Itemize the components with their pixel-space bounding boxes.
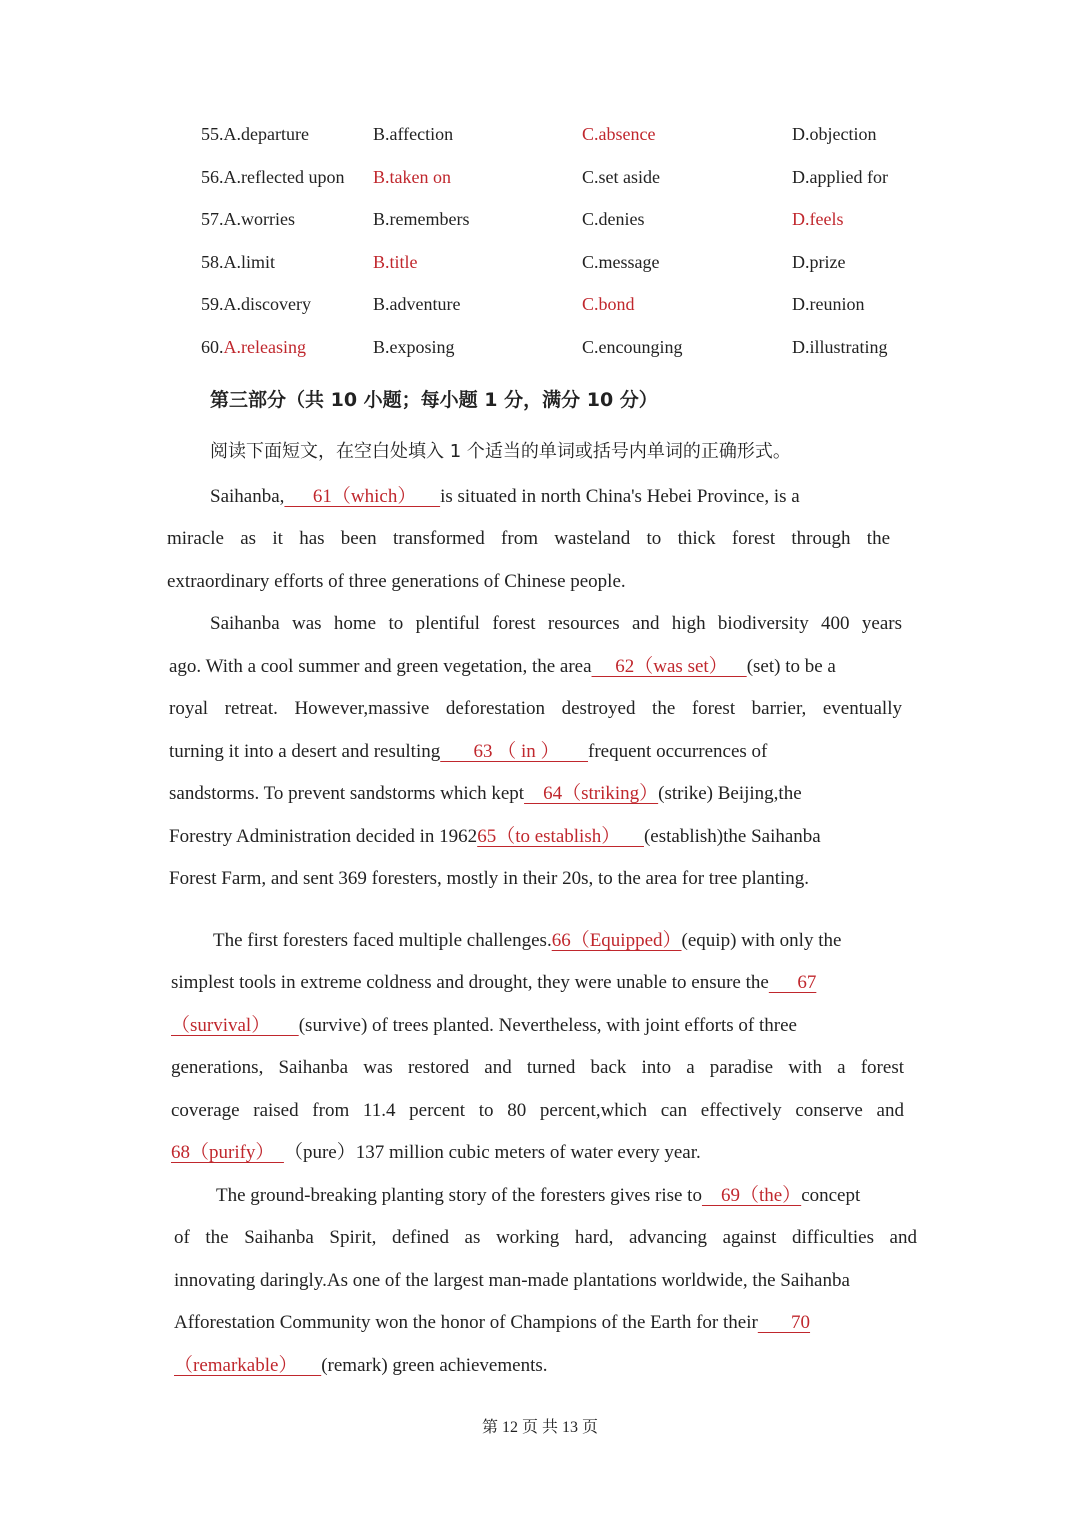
option-60-prefix: 60.: [201, 337, 224, 357]
option-59-b: B.adventure: [373, 294, 461, 314]
passage-text: turning it into a desert and resulting: [169, 741, 441, 762]
option-56-c: C.set aside: [582, 167, 660, 187]
option-60-b: B.exposing: [373, 337, 455, 357]
option-55-b: B.affection: [373, 124, 454, 144]
passage-text: Forestry Administration decided in 1962: [169, 826, 478, 847]
option-58-b-answer: B.title: [373, 252, 418, 272]
section-instruction: 阅读下面短文，在空白处填入 1 个适当的单词或括号内单词的正确形式。: [210, 441, 791, 462]
passage-line: [174, 1308, 810, 1338]
option-57-b: B.remembers: [373, 209, 470, 229]
answer-blank-65: 65（to establish）: [477, 826, 644, 847]
passage-line: [169, 822, 821, 852]
passage-text: sandstorms. To prevent sandstorms which kept: [169, 783, 525, 804]
passage-text: (strike) Beijing,the: [658, 783, 802, 804]
answer-blank-70: 70: [757, 1312, 811, 1333]
answer-blank-66: 66（Equipped）: [551, 930, 682, 951]
option-57-c: C.denies: [582, 209, 645, 229]
passage-text: Afforestation Community won the honor of Champions of the Earth for their: [174, 1312, 758, 1333]
section-title: 第三部分（共 10 小题；每小题 1 分，满分 10 分）: [210, 389, 658, 411]
passage-line: [171, 968, 816, 998]
option-58-d: D.prize: [792, 252, 846, 272]
option-60-a: [201, 332, 306, 362]
passage-text: ago. With a cool summer and green vegetation, the area: [169, 656, 592, 677]
passage-line: miracle as it has been transformed from wasteland to thick forest through the: [167, 528, 890, 549]
option-56-d: D.applied for: [792, 167, 888, 187]
passage-line: innovating daringly.As one of the largest man-made plantations worldwide, the Saihanba: [174, 1270, 850, 1291]
option-55-c-answer: C.absence: [582, 124, 656, 144]
passage-line: coverage raised from 11.4 percent to 80 percent,which can effectively conserve and: [171, 1100, 904, 1121]
option-56-b-answer: B.taken on: [373, 167, 451, 187]
option-59-c-answer: C.bond: [582, 294, 635, 314]
answer-blank-70-cont: （remarkable）: [174, 1355, 322, 1376]
option-60-c: C.encounging: [582, 337, 683, 357]
passage-text: (remark) green achievements.: [321, 1355, 548, 1376]
passage-line: [210, 482, 800, 512]
passage-text: （pure）137 million cubic meters of water every year.: [283, 1142, 701, 1163]
option-60-a-answer: A.releasing: [223, 337, 306, 357]
passage-line: [169, 652, 836, 682]
option-58-c: C.message: [582, 252, 660, 272]
passage-line: generations, Saihanba was restored and turned back into a paradise with a forest: [171, 1057, 904, 1078]
answer-blank-68: 68（purify）: [171, 1142, 284, 1163]
passage-line: [169, 737, 767, 767]
passage-line: royal retreat. However,massive deforestation destroyed the forest barrier, eventually: [169, 698, 902, 719]
answer-blank-69: 69（the）: [701, 1185, 802, 1206]
passage-text: is situated in north China's Hebei Province, is a: [440, 486, 800, 507]
option-56-a: 56.A.reflected upon: [201, 167, 345, 187]
option-57-a: 57.A.worries: [201, 209, 295, 229]
option-57-d-answer: D.feels: [792, 209, 844, 229]
answer-blank-61: 61（which）: [284, 486, 441, 507]
passage-text: (establish)the Saihanba: [643, 826, 821, 847]
passage-line: [171, 1138, 701, 1168]
passage-text: (set) to be a: [746, 656, 836, 677]
option-55-d: D.objection: [792, 124, 877, 144]
passage-line: [213, 926, 841, 956]
passage-text: The ground-breaking planting story of the foresters gives rise to: [216, 1185, 702, 1206]
option-row-55: [0, 119, 1080, 149]
passage-line: extraordinary efforts of three generations of Chinese people.: [167, 571, 626, 592]
answer-blank-62: 62（was set）: [591, 656, 747, 677]
passage-text: simplest tools in extreme coldness and drought, they were unable to ensure the: [171, 972, 769, 993]
option-55-a: 55.A.departure: [201, 124, 309, 144]
answer-blank-67-cont: （survival）: [171, 1015, 299, 1036]
answer-blank-67: 67: [768, 972, 817, 993]
passage-text: concept: [801, 1185, 861, 1206]
page-footer: 第 12 页 共 13 页: [481, 1419, 598, 1436]
option-row-59: [0, 289, 1080, 319]
passage-line: [171, 1011, 797, 1041]
passage-text: The first foresters faced multiple challenges.: [213, 930, 552, 951]
option-59-d: D.reunion: [792, 294, 865, 314]
option-row-56: [0, 162, 1080, 192]
option-row-57: [0, 204, 1080, 234]
passage-line: of the Saihanba Spirit, defined as working hard, advancing against difficulties and: [174, 1227, 917, 1248]
option-row-58: [0, 247, 1080, 277]
option-59-a: 59.A.discovery: [201, 294, 311, 314]
option-row-60: [0, 332, 1080, 362]
passage-text: (equip) with only the: [681, 930, 842, 951]
passage-line: Forest Farm, and sent 369 foresters, mostly in their 20s, to the area for tree planting.: [169, 868, 810, 889]
answer-blank-64: 64（striking）: [524, 783, 659, 804]
passage-text: (survive) of trees planted. Nevertheless, with joint efforts of three: [298, 1015, 797, 1036]
passage-line: [174, 1351, 548, 1381]
passage-line: [169, 779, 802, 809]
passage-line: Saihanba was home to plentiful forest resources and high biodiversity 400 years: [210, 613, 902, 634]
option-58-a: 58.A.limit: [201, 252, 276, 272]
answer-blank-63: 63 （ in ）: [440, 741, 589, 762]
passage-text: frequent occurrences of: [588, 741, 768, 762]
passage-line: [216, 1181, 860, 1211]
option-60-d: D.illustrating: [792, 337, 888, 357]
passage-text: Saihanba,: [210, 486, 285, 507]
